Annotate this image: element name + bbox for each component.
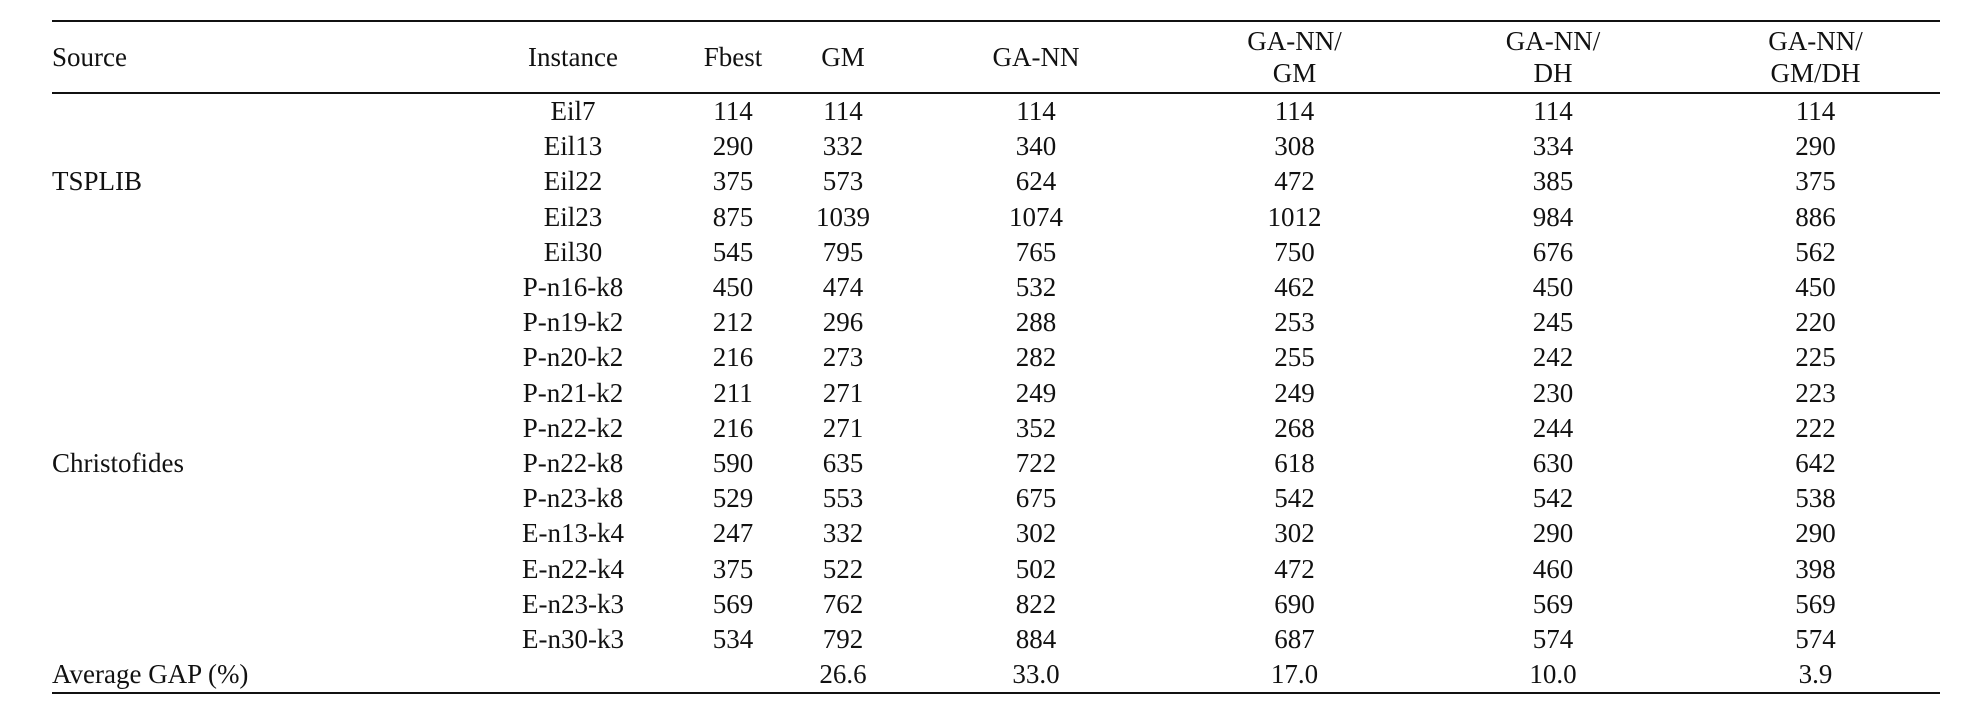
cell-ga-nn-gm-dh: 114 bbox=[1795, 96, 1836, 127]
cell-ga-nn-gm: 690 bbox=[1274, 588, 1315, 619]
cell-source: Christofides bbox=[52, 447, 184, 478]
cell-ga-nn-dh: 242 bbox=[1532, 342, 1574, 373]
column-header-line: GM bbox=[1272, 58, 1317, 88]
cell-fbest: 875 bbox=[712, 201, 754, 232]
cell-ga-nn-gm-dh: 222 bbox=[1795, 412, 1836, 443]
cell-fbest: 569 bbox=[712, 588, 754, 619]
cell-ga-nn-dh: 290 bbox=[1532, 518, 1574, 549]
column-header-line: Instance bbox=[528, 42, 618, 72]
table-row bbox=[52, 481, 1940, 516]
cell-fbest: 534 bbox=[712, 623, 754, 654]
cell-ga-nn-gm: 750 bbox=[1274, 236, 1315, 267]
cell-ga-nn-gm-dh: 562 bbox=[1795, 236, 1836, 267]
cell-ga-nn: 1074 bbox=[1009, 201, 1063, 232]
table-row bbox=[52, 93, 1940, 129]
table-body bbox=[52, 93, 1940, 693]
cell-instance: P-n16-k8 bbox=[522, 272, 624, 303]
column-header-fbest bbox=[678, 21, 788, 93]
cell-ga-nn: 822 bbox=[1015, 588, 1057, 619]
table-row bbox=[52, 235, 1940, 270]
cell-instance: E-n22-k4 bbox=[522, 553, 624, 584]
average-gap-row bbox=[52, 657, 1940, 693]
table-row bbox=[52, 270, 1940, 305]
cell-instance: E-n30-k3 bbox=[522, 623, 624, 654]
cell-instance: P-n19-k2 bbox=[522, 307, 624, 338]
column-header-line: Source bbox=[52, 42, 127, 72]
cell-ga-nn-gm-dh: 886 bbox=[1795, 201, 1836, 232]
cell-ga-nn-dh: 460 bbox=[1532, 553, 1574, 584]
cell-ga-nn-gm: 1012 bbox=[1267, 201, 1322, 232]
cell-ga-nn-gm: 687 bbox=[1274, 623, 1315, 654]
cell-ga-nn-dh: 245 bbox=[1532, 307, 1574, 338]
cell-ga-nn-gm: 472 bbox=[1274, 166, 1315, 197]
cell-ga-nn-dh: 676 bbox=[1532, 236, 1574, 267]
cell-gm: 114 bbox=[823, 96, 863, 127]
header-row bbox=[52, 21, 1940, 93]
cell-ga-nn: 114 bbox=[1016, 96, 1056, 127]
results-table-container bbox=[52, 20, 1940, 694]
cell-gm: 792 bbox=[822, 623, 864, 654]
cell-source bbox=[52, 305, 468, 340]
cell-source bbox=[52, 93, 468, 129]
cell-instance: P-n22-k2 bbox=[522, 412, 624, 443]
cell-instance: E-n13-k4 bbox=[522, 518, 624, 549]
column-header-instance bbox=[468, 21, 678, 93]
column-header-ga-nn-dh bbox=[1415, 21, 1691, 93]
cell-gm: 26.6 bbox=[819, 659, 867, 690]
cell-source bbox=[52, 516, 468, 551]
cell-ga-nn-gm: 268 bbox=[1274, 412, 1315, 443]
cell-instance bbox=[468, 657, 678, 693]
cell-ga-nn: 288 bbox=[1015, 307, 1057, 338]
cell-gm: 332 bbox=[822, 131, 864, 162]
cell-gm: 795 bbox=[822, 236, 864, 267]
cell-ga-nn-gm: 302 bbox=[1274, 518, 1315, 549]
cell-ga-nn: 765 bbox=[1015, 236, 1057, 267]
cell-ga-nn-dh: 10.0 bbox=[1529, 659, 1577, 690]
cell-instance: P-n22-k8 bbox=[522, 447, 624, 478]
cell-ga-nn: 532 bbox=[1015, 272, 1057, 303]
table-row bbox=[52, 305, 1940, 340]
cell-ga-nn-gm-dh: 290 bbox=[1795, 131, 1836, 162]
column-header-line: DH bbox=[1533, 58, 1573, 88]
cell-ga-nn-gm-dh: 290 bbox=[1795, 518, 1836, 549]
table-row bbox=[52, 376, 1940, 411]
cell-ga-nn-dh: 984 bbox=[1532, 201, 1574, 232]
cell-ga-nn-gm-dh: 398 bbox=[1795, 553, 1836, 584]
cell-fbest: 529 bbox=[712, 483, 754, 514]
cell-ga-nn-dh: 630 bbox=[1532, 447, 1574, 478]
cell-ga-nn-gm: 618 bbox=[1274, 447, 1315, 478]
cell-ga-nn-gm: 542 bbox=[1274, 483, 1315, 514]
table-row bbox=[52, 587, 1940, 622]
column-header-line: Fbest bbox=[703, 42, 763, 72]
column-header-ga-nn-gm-dh bbox=[1691, 21, 1940, 93]
cell-source bbox=[52, 481, 468, 516]
cell-ga-nn: 352 bbox=[1015, 412, 1057, 443]
cell-fbest: 590 bbox=[712, 447, 754, 478]
cell-fbest: 450 bbox=[712, 272, 754, 303]
cell-source bbox=[52, 270, 468, 305]
cell-gm: 553 bbox=[822, 483, 864, 514]
cell-instance: P-n20-k2 bbox=[522, 342, 624, 373]
cell-gm: 762 bbox=[822, 588, 864, 619]
cell-source bbox=[52, 129, 468, 164]
cell-gm: 332 bbox=[822, 518, 864, 549]
cell-source bbox=[52, 587, 468, 622]
cell-fbest: 114 bbox=[713, 96, 753, 127]
cell-ga-nn-gm: 249 bbox=[1274, 377, 1315, 408]
table-row bbox=[52, 411, 1940, 446]
column-header-line: GM bbox=[821, 42, 865, 72]
table-row bbox=[52, 551, 1940, 586]
column-header-line: GA-NN/ bbox=[1247, 26, 1342, 56]
cell-ga-nn-gm: 253 bbox=[1274, 307, 1315, 338]
cell-source bbox=[52, 376, 468, 411]
table-row bbox=[52, 340, 1940, 375]
cell-ga-nn: 675 bbox=[1015, 483, 1057, 514]
cell-source bbox=[52, 622, 468, 657]
cell-ga-nn-dh: 450 bbox=[1532, 272, 1574, 303]
table-header bbox=[52, 21, 1940, 93]
cell-ga-nn-dh: 334 bbox=[1532, 131, 1574, 162]
cell-gm: 1039 bbox=[816, 201, 870, 232]
cell-instance: Eil13 bbox=[543, 131, 603, 162]
cell-ga-nn-gm: 462 bbox=[1274, 272, 1315, 303]
cell-ga-nn: 302 bbox=[1015, 518, 1057, 549]
cell-ga-nn-gm: 17.0 bbox=[1270, 659, 1319, 690]
cell-source bbox=[52, 411, 468, 446]
cell-ga-nn: 340 bbox=[1015, 131, 1057, 162]
cell-ga-nn-dh: 569 bbox=[1532, 588, 1574, 619]
cell-source: Average GAP (%) bbox=[52, 659, 249, 690]
cell-ga-nn: 624 bbox=[1015, 166, 1057, 197]
cell-ga-nn-gm: 255 bbox=[1274, 342, 1315, 373]
cell-fbest: 375 bbox=[712, 553, 754, 584]
cell-ga-nn-dh: 244 bbox=[1532, 412, 1574, 443]
cell-ga-nn-gm-dh: 538 bbox=[1795, 483, 1836, 514]
cell-source bbox=[52, 200, 468, 235]
cell-ga-nn-dh: 230 bbox=[1532, 377, 1574, 408]
table-row bbox=[52, 622, 1940, 657]
cell-fbest: 211 bbox=[713, 377, 753, 408]
cell-gm: 573 bbox=[822, 166, 864, 197]
cell-source bbox=[52, 340, 468, 375]
cell-ga-nn-gm: 308 bbox=[1274, 131, 1315, 162]
cell-ga-nn-dh: 574 bbox=[1532, 623, 1574, 654]
cell-source bbox=[52, 551, 468, 586]
cell-ga-nn-gm-dh: 375 bbox=[1795, 166, 1836, 197]
cell-source bbox=[52, 235, 468, 270]
cell-source: TSPLIB bbox=[52, 166, 143, 197]
cell-ga-nn-gm-dh: 223 bbox=[1795, 377, 1836, 408]
cell-ga-nn-gm-dh: 220 bbox=[1795, 307, 1836, 338]
cell-fbest: 216 bbox=[712, 412, 754, 443]
column-header-line: GA-NN bbox=[992, 42, 1080, 72]
cell-instance: Eil30 bbox=[543, 236, 603, 267]
column-header-line: GM/DH bbox=[1770, 58, 1861, 88]
cell-ga-nn-gm: 472 bbox=[1274, 553, 1315, 584]
cell-ga-nn-dh: 114 bbox=[1533, 96, 1573, 127]
cell-gm: 522 bbox=[822, 553, 864, 584]
cell-gm: 635 bbox=[822, 447, 864, 478]
cell-ga-nn-dh: 385 bbox=[1532, 166, 1574, 197]
column-header-line: GA-NN/ bbox=[1505, 26, 1601, 56]
cell-ga-nn-gm: 114 bbox=[1274, 96, 1315, 127]
column-header-source bbox=[52, 21, 468, 93]
cell-ga-nn-gm-dh: 3.9 bbox=[1798, 659, 1833, 690]
cell-fbest: 247 bbox=[712, 518, 754, 549]
cell-gm: 474 bbox=[822, 272, 864, 303]
cell-fbest: 290 bbox=[712, 131, 754, 162]
cell-ga-nn: 502 bbox=[1015, 553, 1057, 584]
cell-instance: E-n23-k3 bbox=[522, 588, 624, 619]
cell-fbest bbox=[678, 657, 788, 693]
column-header-gm bbox=[788, 21, 898, 93]
cell-instance: Eil22 bbox=[543, 166, 603, 197]
cell-ga-nn-gm-dh: 450 bbox=[1795, 272, 1836, 303]
cell-instance: P-n23-k8 bbox=[522, 483, 624, 514]
cell-ga-nn-gm-dh: 642 bbox=[1795, 447, 1836, 478]
cell-instance: Eil7 bbox=[550, 96, 596, 127]
cell-fbest: 375 bbox=[712, 166, 754, 197]
cell-ga-nn: 722 bbox=[1015, 447, 1057, 478]
cell-fbest: 545 bbox=[712, 236, 754, 267]
column-header-ga-nn-gm bbox=[1174, 21, 1415, 93]
table-row bbox=[52, 129, 1940, 164]
cell-ga-nn: 282 bbox=[1015, 342, 1057, 373]
cell-instance: P-n21-k2 bbox=[522, 377, 624, 408]
cell-fbest: 212 bbox=[712, 307, 754, 338]
cell-ga-nn: 249 bbox=[1015, 377, 1057, 408]
cell-ga-nn-gm-dh: 569 bbox=[1795, 588, 1836, 619]
cell-gm: 271 bbox=[822, 412, 864, 443]
column-header-ga-nn bbox=[898, 21, 1174, 93]
cell-ga-nn-dh: 542 bbox=[1532, 483, 1574, 514]
column-header-line: GA-NN/ bbox=[1768, 26, 1863, 56]
cell-ga-nn: 884 bbox=[1015, 623, 1057, 654]
cell-fbest: 216 bbox=[712, 342, 754, 373]
cell-instance: Eil23 bbox=[543, 201, 603, 232]
table-row bbox=[52, 446, 1940, 481]
cell-gm: 296 bbox=[822, 307, 864, 338]
cell-gm: 273 bbox=[822, 342, 864, 373]
cell-gm: 271 bbox=[822, 377, 864, 408]
table-row bbox=[52, 516, 1940, 551]
cell-ga-nn-gm-dh: 574 bbox=[1795, 623, 1836, 654]
cell-ga-nn: 33.0 bbox=[1012, 659, 1060, 690]
cell-ga-nn-gm-dh: 225 bbox=[1795, 342, 1836, 373]
results-table bbox=[52, 20, 1940, 694]
table-row bbox=[52, 200, 1940, 235]
table-row bbox=[52, 164, 1940, 199]
